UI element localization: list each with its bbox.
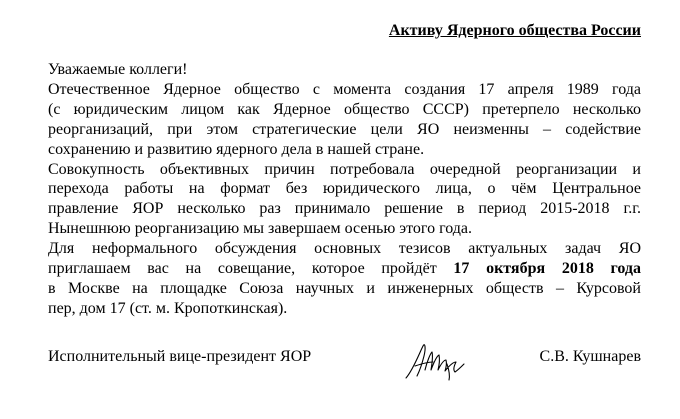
- meeting-date: 17 октября 2018 года: [453, 260, 642, 278]
- paragraph-line: Отечественное Ядерное общество с момента создания 17 апреля 1989 года: [48, 80, 641, 98]
- paragraph-line: сохранению и развитию ядерного дела в нашей стране.: [48, 140, 425, 158]
- paragraph-invitation: [48, 239, 641, 319]
- greeting: [48, 60, 641, 80]
- paragraph-line: Нынешнюю реорганизацию мы завершаем осенью этого года.: [48, 220, 473, 238]
- paragraph-line: (с юридическим лицом как Ядерное общество СССР) претерпело несколько: [48, 100, 641, 118]
- paragraph-line: Совокупность объективных причин потребовала очередной реорганизации и: [48, 160, 641, 178]
- greeting-line: Уважаемые коллеги!: [48, 61, 188, 78]
- signatory-title: Исполнительный вице-президент ЯОР: [48, 348, 312, 365]
- paragraph-line: перехода работы на формат без юридического лица, о чём Центральное: [48, 180, 641, 198]
- paragraph-line: реорганизаций, при этом стратегические цели ЯО неизменны – содействие: [48, 120, 641, 138]
- paragraph-line: в Москве на площадке Союза научных и инженерных обществ – Курсовой: [48, 279, 641, 297]
- paragraph-reorganization: [48, 160, 641, 240]
- paragraph-line-with-date: [48, 259, 641, 279]
- signature-block: [48, 340, 641, 390]
- paragraph-line: правление ЯОР несколько раз принимало решение в период 2015-2018 г.г.: [48, 200, 641, 218]
- addressee-heading: Активу Ядерного общества России: [388, 22, 641, 39]
- letter-body: [48, 60, 641, 319]
- paragraph-line: Для неформального обсуждения основных тезисов актуальных задач ЯО: [48, 240, 641, 258]
- signatory-name: С.В. Кушнарев: [539, 348, 641, 365]
- invitation-text: приглашаем вас на совещание, которое пройдёт: [48, 260, 454, 278]
- handwritten-signature-icon: [403, 340, 468, 382]
- paragraph-history: [48, 80, 641, 160]
- paragraph-line: пер, дом 17 (ст. м. Кропоткинская).: [48, 299, 288, 317]
